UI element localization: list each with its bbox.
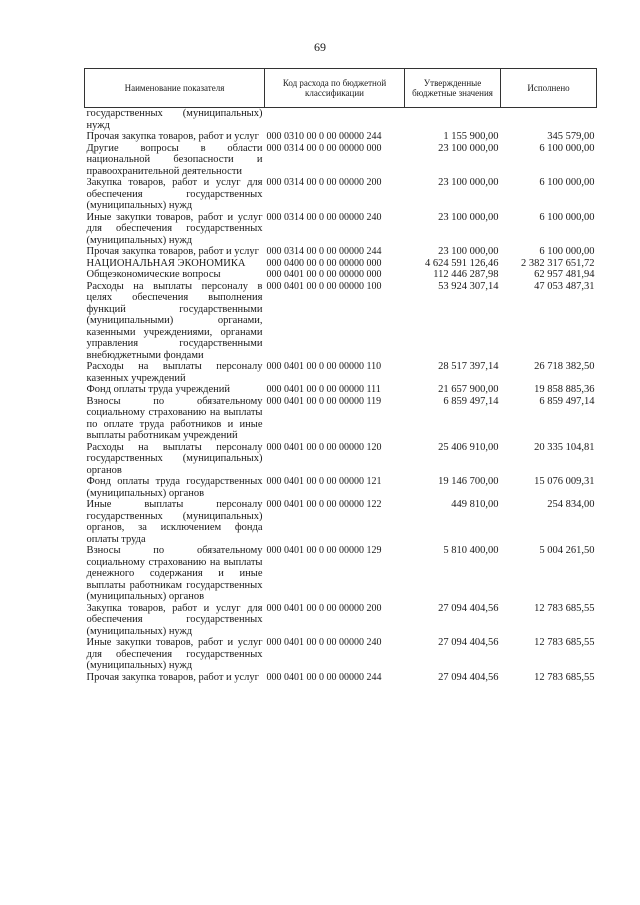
row-approved-value: 23 100 000,00	[438, 142, 499, 154]
row-approved-value: 27 094 404,56	[438, 602, 499, 614]
row-approved-value: 28 517 397,14	[438, 361, 499, 372]
row-approved-value: 23 100 000,00	[438, 246, 499, 257]
row-executed-value: 12 783 685,55	[534, 602, 595, 614]
row-approved-value: 23 100 000,00	[438, 211, 499, 223]
table-row	[85, 246, 597, 258]
row-approved-value: 53 924 307,14	[438, 280, 499, 292]
row-name: Иные выплаты персоналу государственных (муниципальных) органов, за исключением фонда оплаты труда	[86, 499, 263, 545]
header-name: Наименование показателя	[85, 69, 265, 108]
table-row	[85, 258, 597, 270]
row-executed-value: 12 783 685,55	[534, 671, 595, 683]
table-row	[85, 603, 597, 638]
row-name: Расходы на выплаты персоналу в целях обеспечения выполнения функций государственными (муниципальными) органами, казенными учреждениями, органами управления государственными внебюджетными фондами	[86, 280, 263, 361]
table-header	[85, 69, 597, 108]
row-name: Иные закупки товаров, работ и услуг для обеспечения государственных (муниципальных) нужд	[86, 637, 263, 671]
row-name: Закупка товаров, работ и услуг для обеспечения государственных (муниципальных) нужд	[86, 602, 263, 637]
table-row	[85, 476, 597, 499]
row-executed-value: 345 579,00	[547, 131, 595, 142]
table-row	[85, 131, 597, 143]
row-name: Общеэкономические вопросы	[86, 269, 221, 280]
row-approved-value: 23 100 000,00	[438, 177, 499, 188]
header-row	[85, 69, 597, 108]
row-approved-value: 19 146 700,00	[438, 476, 499, 487]
table-row	[85, 499, 597, 545]
row-code: 000 0401 00 0 00 00000 240	[266, 637, 382, 648]
row-approved-value: 4 624 591 126,46	[425, 257, 499, 269]
table-row	[85, 396, 597, 442]
row-code: 000 0401 00 0 00 00000 122	[266, 499, 382, 510]
row-approved-value: 112 446 287,98	[433, 269, 499, 280]
row-executed-value: 20 335 104,81	[534, 441, 595, 453]
table-row	[85, 442, 597, 477]
row-approved-value: 449 810,00	[451, 499, 499, 510]
budget-execution-table	[84, 68, 597, 683]
row-executed-value: 47 053 487,31	[534, 280, 595, 292]
row-approved-value	[405, 108, 501, 132]
row-name: Прочая закупка товаров, работ и услуг	[86, 131, 259, 142]
row-executed-value: 5 004 261,50	[539, 545, 595, 556]
row-code: 000 0401 00 0 00 00000 119	[266, 395, 382, 407]
row-code: 000 0314 00 0 00 00000 000	[266, 142, 382, 154]
row-code: 000 0314 00 0 00 00000 240	[266, 211, 382, 223]
table-row	[85, 361, 597, 384]
table-row	[85, 212, 597, 247]
header-approved: Утвержденные бюджетные значения	[405, 69, 501, 108]
row-executed-value: 6 100 000,00	[539, 142, 595, 154]
row-code: 000 0401 00 0 00 00000 200	[266, 602, 382, 614]
row-executed-value: 12 783 685,55	[534, 637, 595, 648]
row-name: Другие вопросы в области национальной безопасности и правоохранительной деятельности	[86, 142, 263, 177]
page-number: 69	[314, 40, 326, 54]
table-body	[85, 108, 597, 684]
row-code: 000 0401 00 0 00 00000 121	[266, 476, 382, 487]
row-code: 000 0401 00 0 00 00000 129	[266, 545, 382, 556]
row-code: 000 0310 00 0 00 00000 244	[266, 131, 382, 142]
row-approved-value: 1 155 900,00	[443, 131, 499, 142]
table-row	[85, 545, 597, 603]
row-executed-value: 6 100 000,00	[539, 177, 595, 188]
table-row	[85, 384, 597, 396]
row-executed-value: 2 382 317 651,72	[521, 257, 595, 269]
table-row	[85, 269, 597, 281]
row-executed-value: 254 834,00	[547, 499, 595, 510]
row-approved-value: 21 657 900,00	[438, 384, 499, 395]
table-row	[85, 637, 597, 672]
row-name: Фонд оплаты труда учреждений	[86, 384, 230, 395]
header-executed: Исполнено	[501, 69, 597, 108]
row-name: Расходы на выплаты персоналу казенных учреждений	[86, 361, 263, 384]
table-row	[85, 108, 597, 132]
row-name: Иные закупки товаров, работ и услуг для обеспечения государственных (муниципальных) нужд	[86, 211, 263, 246]
row-name: Прочая закупка товаров, работ и услуг	[86, 671, 259, 683]
row-name: Взносы по обязательному социальному страхованию на выплаты денежного содержания и иные выплаты работникам государственных (муниципальных) органов	[86, 545, 263, 602]
row-name: Закупка товаров, работ и услуг для обеспечения государственных (муниципальных) нужд	[86, 177, 263, 211]
row-executed-value: 15 076 009,31	[534, 476, 595, 487]
row-executed-value: 6 100 000,00	[539, 246, 595, 257]
row-name: Прочая закупка товаров, работ и услуг	[86, 246, 259, 257]
row-executed-value: 6 100 000,00	[539, 211, 595, 223]
row-code: 000 0401 00 0 00 00000 110	[266, 361, 382, 372]
row-name: государственных (муниципальных) нужд	[86, 108, 263, 131]
row-code: 000 0314 00 0 00 00000 244	[266, 246, 382, 257]
row-code: 000 0401 00 0 00 00000 120	[266, 441, 382, 453]
row-code	[265, 108, 405, 132]
row-approved-value: 27 094 404,56	[438, 671, 499, 683]
row-executed-value: 62 957 481,94	[534, 269, 595, 280]
row-code: 000 0400 00 0 00 00000 000	[266, 257, 382, 269]
row-code: 000 0401 00 0 00 00000 111	[266, 384, 381, 395]
row-name: Фонд оплаты труда государственных (муниципальных) органов	[86, 476, 263, 499]
table-row	[85, 281, 597, 362]
row-executed-value: 26 718 382,50	[534, 361, 595, 372]
header-code: Код расхода по бюджетной классификации	[265, 69, 405, 108]
row-name: НАЦИОНАЛЬНАЯ ЭКОНОМИКА	[86, 257, 246, 269]
row-approved-value: 27 094 404,56	[438, 637, 499, 648]
row-executed-value: 6 859 497,14	[539, 395, 595, 407]
row-code: 000 0401 00 0 00 00000 000	[266, 269, 382, 280]
row-name: Взносы по обязательному социальному страхованию на выплаты по оплате труда работников и иные выплаты работникам учреждений	[86, 395, 263, 441]
row-executed-value	[501, 108, 597, 132]
table-row	[85, 143, 597, 178]
row-code: 000 0314 00 0 00 00000 200	[266, 177, 382, 188]
row-executed-value: 19 858 885,36	[534, 384, 595, 395]
table-row	[85, 672, 597, 684]
row-code: 000 0401 00 0 00 00000 244	[266, 671, 382, 683]
table-row	[85, 177, 597, 212]
row-code: 000 0401 00 0 00 00000 100	[266, 280, 382, 292]
row-approved-value: 5 810 400,00	[443, 545, 499, 556]
row-approved-value: 6 859 497,14	[443, 395, 499, 407]
row-approved-value: 25 406 910,00	[438, 441, 499, 453]
row-name: Расходы на выплаты персоналу государственных (муниципальных) органов	[86, 441, 263, 476]
